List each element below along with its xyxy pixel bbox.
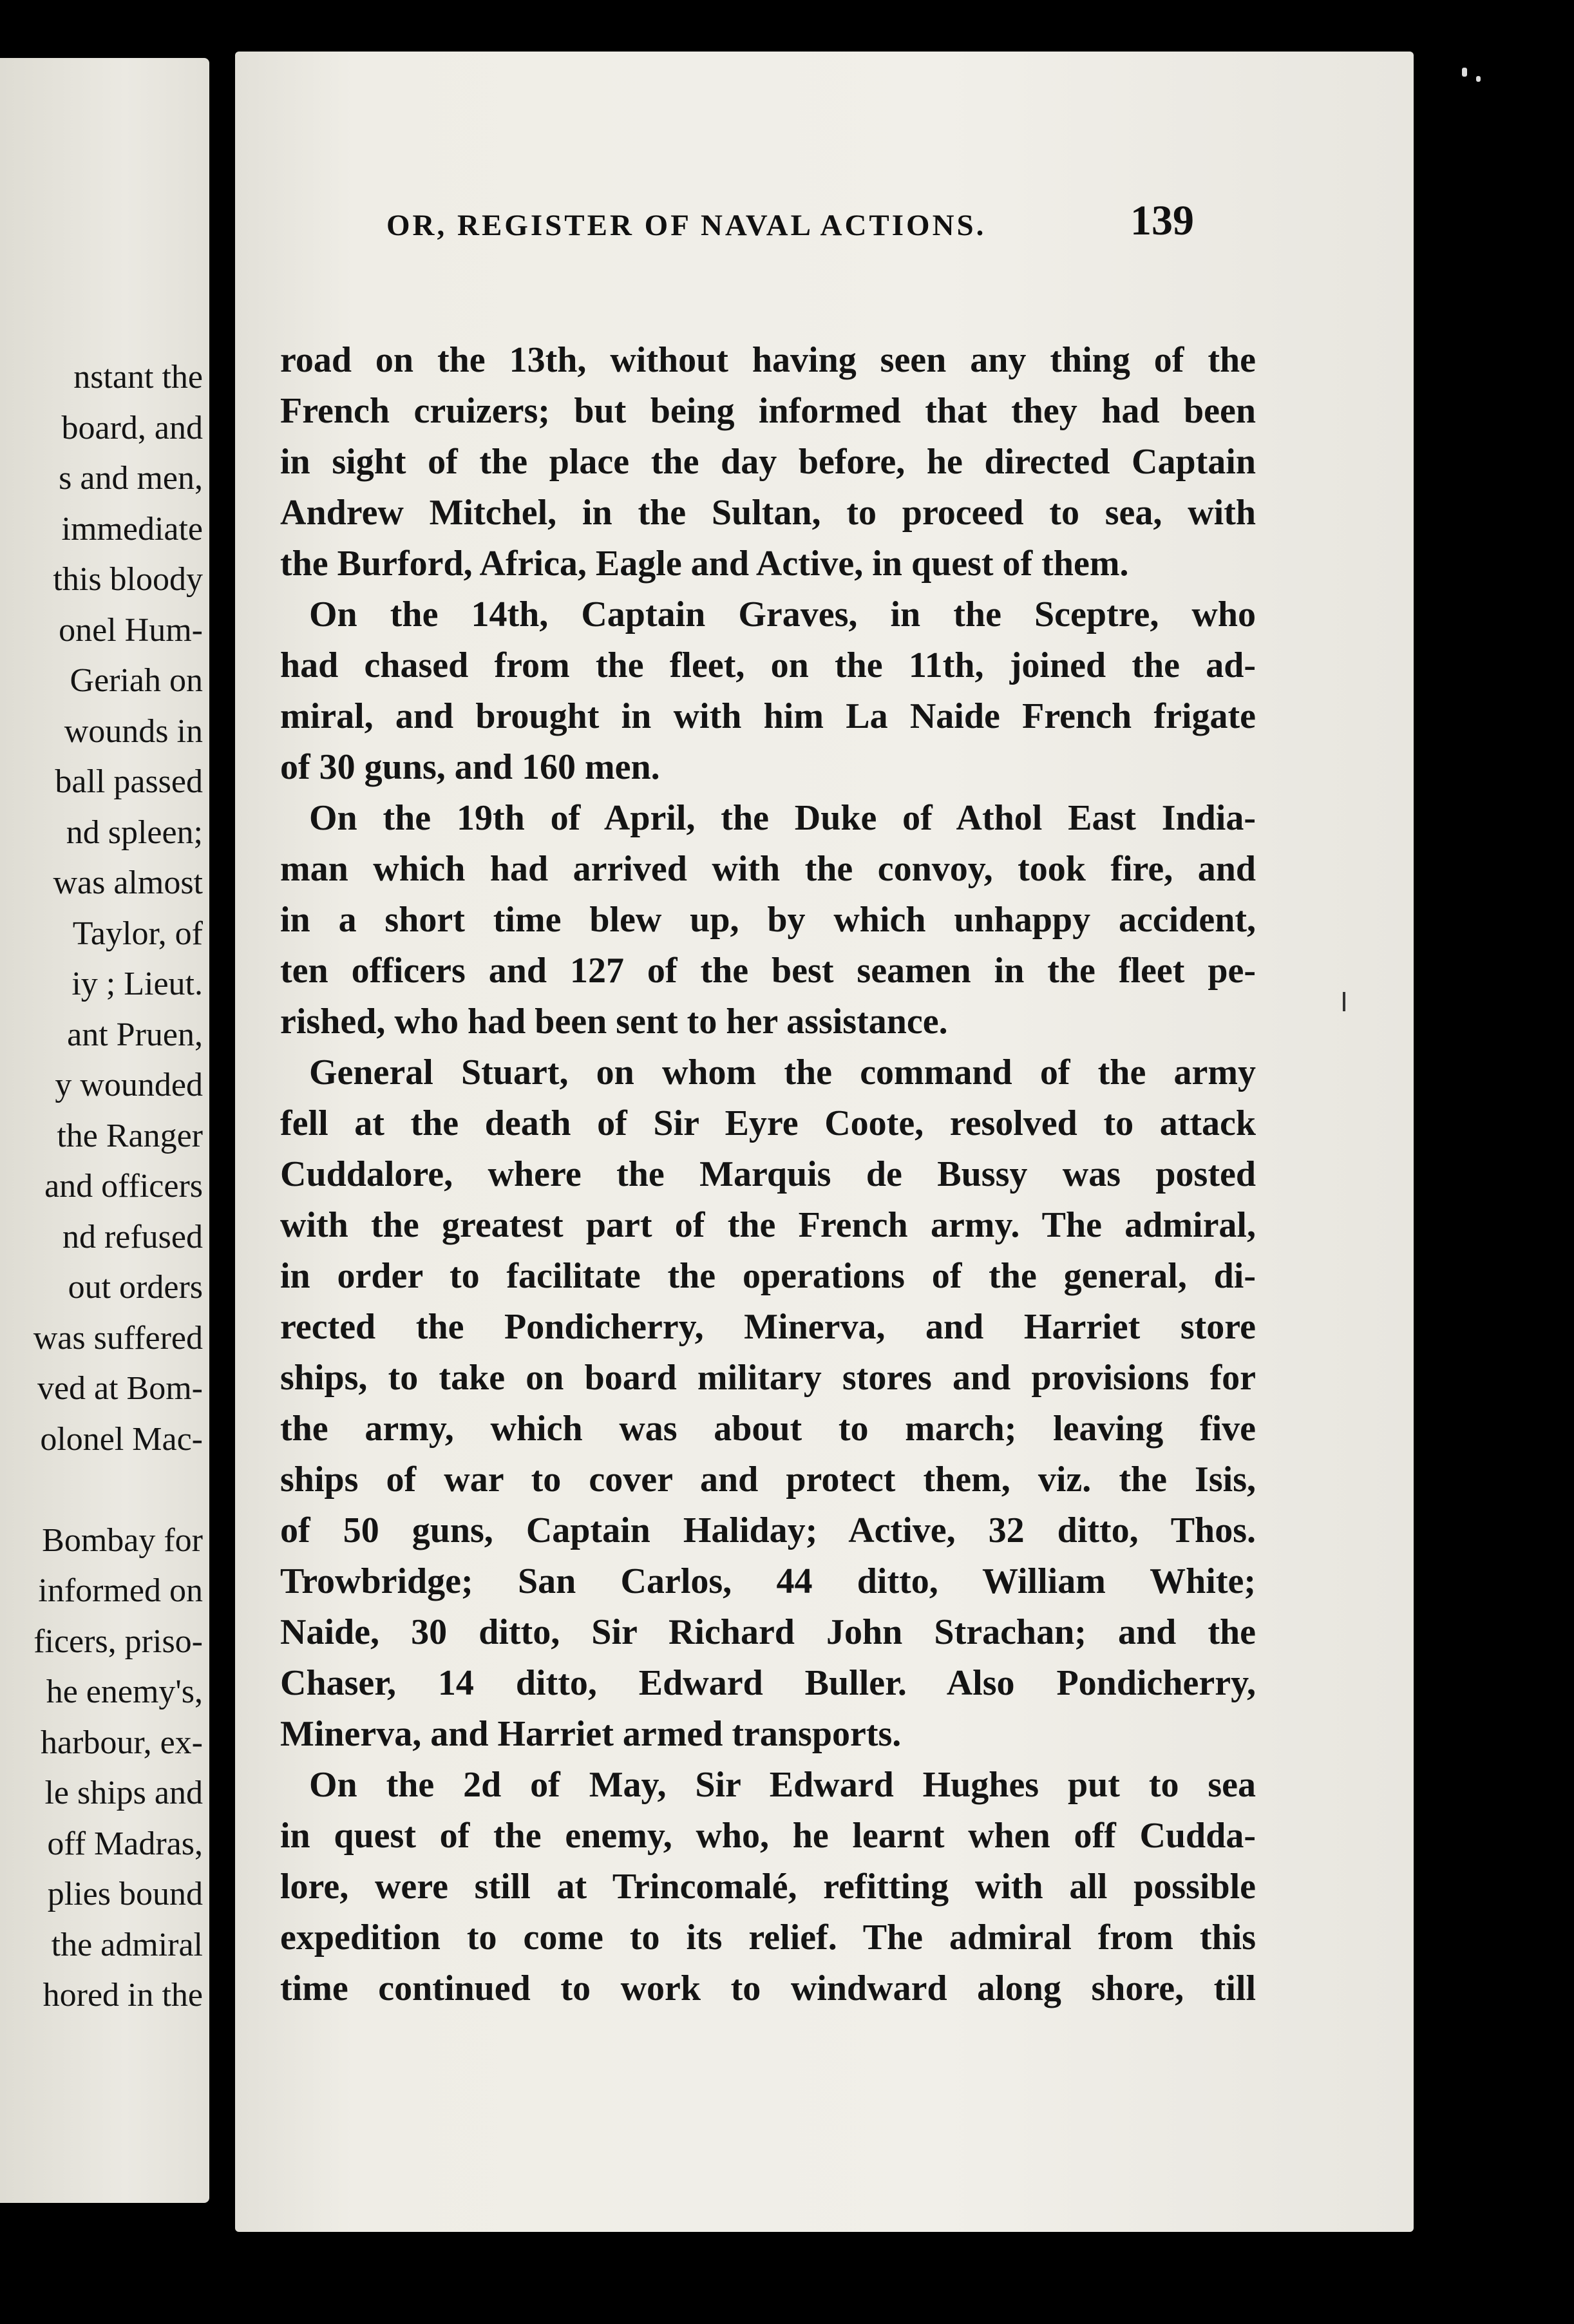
left-line: the admiral	[51, 1926, 203, 1963]
paragraph-start-line: On the 19th of April, the Duke of Athol East India-	[309, 798, 1256, 838]
text-line: ships of war to cover and protect them, viz. the Isis,	[280, 1460, 1256, 1500]
text-line: in sight of the place the day before, he directed Captain	[280, 442, 1256, 482]
left-line: onel Hum-	[59, 611, 203, 649]
text-line: lore, were still at Trincomalé, refitting with all possible	[280, 1867, 1256, 1907]
left-line: immediate	[61, 510, 203, 548]
text-line: had chased from the fleet, on the 11th, joined the ad-	[280, 645, 1256, 685]
left-line: ficers, priso-	[33, 1623, 203, 1660]
text-line: time continued to work to windward along shore, till	[280, 1968, 1256, 2008]
left-line: nd spleen;	[66, 814, 203, 851]
paragraph-start-line: On the 2d of May, Sir Edward Hughes put to sea	[309, 1765, 1256, 1805]
text-line: rished, who had been sent to her assistance.	[280, 1002, 948, 1042]
left-line: ant Pruen,	[67, 1016, 203, 1053]
text-line: French cruizers; but being informed that they had been	[280, 391, 1256, 431]
text-line: the Burford, Africa, Eagle and Active, in quest of them.	[280, 544, 1129, 584]
text-line: with the greatest part of the French army. The admiral,	[280, 1205, 1256, 1245]
left-line: hored in the	[43, 1977, 203, 2014]
left-line: was suffered	[33, 1319, 203, 1357]
text-line: the army, which was about to march; leaving five	[280, 1409, 1256, 1449]
right-page	[235, 52, 1414, 2232]
left-line: Bombay for	[42, 1521, 203, 1559]
scan-speck	[1343, 992, 1345, 1011]
text-line: road on the 13th, without having seen any thing of the	[280, 340, 1256, 380]
left-line: the Ranger	[57, 1117, 203, 1154]
left-line: s and men,	[59, 460, 203, 497]
text-line: Andrew Mitchel, in the Sultan, to proceed to sea, with	[280, 493, 1256, 533]
text-line: in order to facilitate the operations of the general, di-	[280, 1256, 1256, 1296]
running-head: OR, REGISTER OF NAVAL ACTIONS.	[386, 209, 987, 242]
left-line: Geriah on	[70, 662, 203, 699]
left-line: olonel Mac-	[40, 1420, 203, 1458]
left-line: Taylor, of	[72, 915, 203, 952]
paragraph-start-line: General Stuart, on whom the command of the army	[309, 1052, 1256, 1092]
body-text	[280, 335, 1256, 2014]
left-line: ball passed	[55, 763, 203, 800]
text-line: Naide, 30 ditto, Sir Richard John Strachan; and the	[280, 1612, 1256, 1652]
left-line: board, and	[61, 409, 203, 446]
text-line: fell at the death of Sir Eyre Coote, resolved to attack	[280, 1103, 1256, 1143]
paragraph-start-line: On the 14th, Captain Graves, in the Sceptre, who	[309, 595, 1256, 634]
left-line: was almost	[53, 864, 203, 901]
text-line: ships, to take on board military stores and provisions for	[280, 1358, 1256, 1398]
text-line: in quest of the enemy, who, he learnt when off Cudda-	[280, 1816, 1256, 1856]
scan-speck	[1476, 76, 1481, 82]
left-line: ved at Bom-	[37, 1370, 203, 1407]
left-page-fragment	[0, 58, 209, 2203]
text-line: expedition to come to its relief. The admiral from this	[280, 1918, 1256, 1957]
left-line: out orders	[68, 1269, 203, 1306]
text-line: rected the Pondicherry, Minerva, and Harriet store	[280, 1307, 1256, 1347]
left-line: le ships and	[44, 1775, 203, 1811]
text-line: Cuddalore, where the Marquis de Bussy was posted	[280, 1154, 1256, 1194]
left-line: harbour, ex-	[40, 1724, 203, 1761]
left-line: and officers	[44, 1168, 203, 1205]
text-line: of 50 guns, Captain Haliday; Active, 32 ditto, Thos.	[280, 1510, 1256, 1550]
left-line: informed on	[38, 1572, 203, 1609]
left-line: y wounded	[55, 1067, 203, 1103]
text-line: Trowbridge; San Carlos, 44 ditto, William White;	[280, 1561, 1256, 1601]
text-line: Minerva, and Harriet armed transports.	[280, 1714, 902, 1754]
left-line: iy ; Lieut.	[71, 966, 203, 1002]
left-line: wounds in	[64, 712, 203, 750]
text-line: man which had arrived with the convoy, took fire, and	[280, 849, 1256, 889]
text-line: miral, and brought in with him La Naide French frigate	[280, 696, 1256, 736]
left-line: plies bound	[47, 1876, 203, 1912]
page-number: 139	[1130, 197, 1194, 244]
text-line: ten officers and 127 of the best seamen in the fleet pe-	[280, 951, 1256, 991]
left-line: off Madras,	[47, 1825, 203, 1862]
left-line: nstant the	[73, 359, 203, 395]
text-line: in a short time blew up, by which unhappy accident,	[280, 900, 1256, 940]
left-line	[0, 1465, 203, 1516]
text-line: of 30 guns, and 160 men.	[280, 747, 660, 787]
left-page-text	[0, 352, 203, 2021]
scan-speck	[1462, 68, 1467, 77]
text-line: Chaser, 14 ditto, Edward Buller. Also Pondicherry,	[280, 1663, 1256, 1703]
left-line: he enemy's,	[46, 1673, 203, 1710]
left-line: this bloody	[53, 561, 203, 598]
left-line: nd refused	[62, 1218, 203, 1255]
